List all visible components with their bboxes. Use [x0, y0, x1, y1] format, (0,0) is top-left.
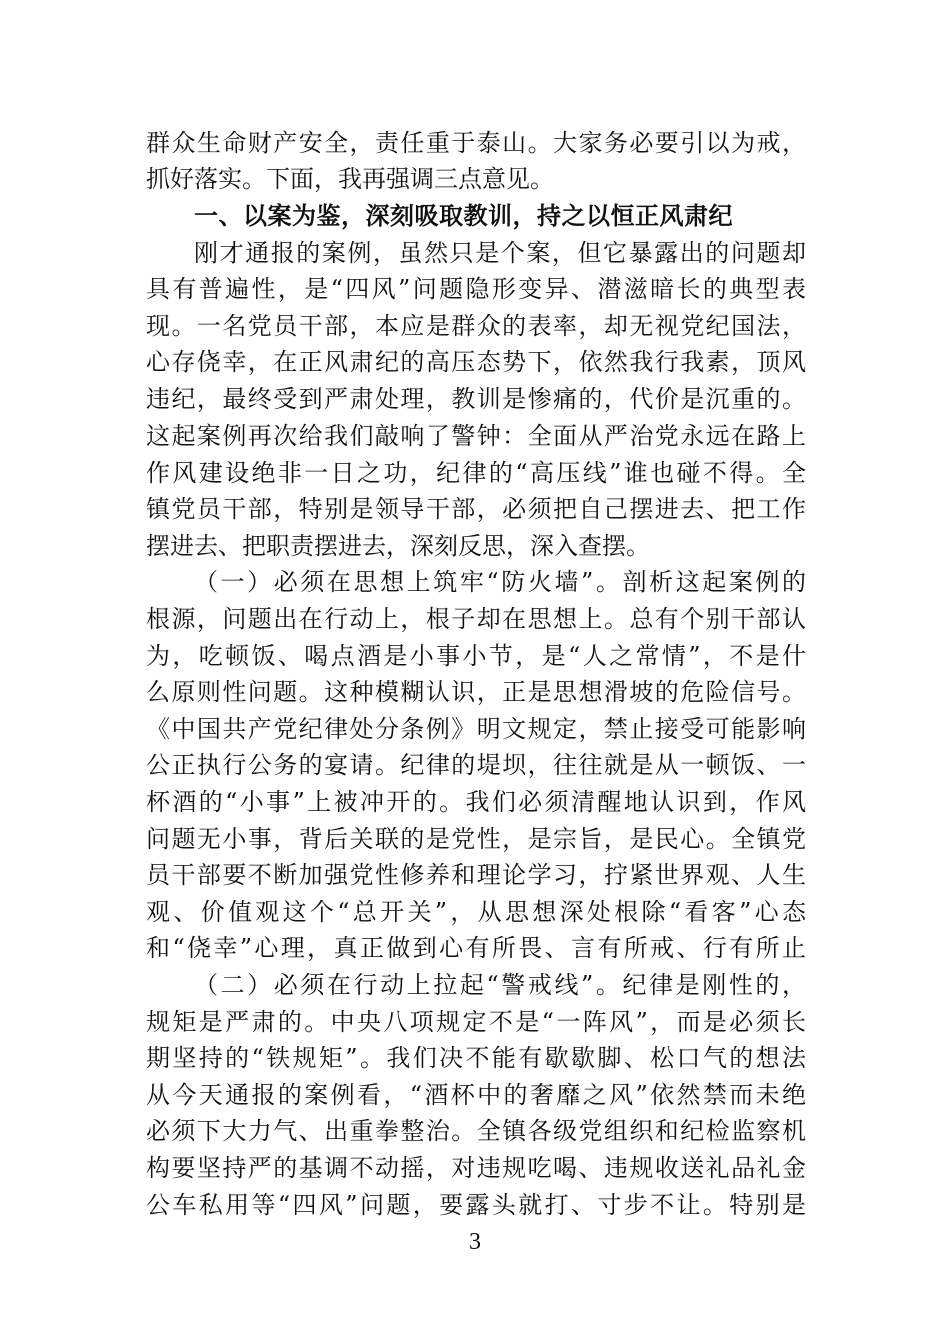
body-text-line: 杯酒的“小事”上被冲开的。我们必须清醒地认识到，作风 — [146, 788, 806, 816]
body-text-line: 违纪，最终受到严肃处理，教训是惨痛的，代价是沉重的。 — [146, 385, 806, 413]
body-text-line: 期坚持的“铁规矩”。我们决不能有歇歇脚、松口气的想法 — [146, 1044, 806, 1072]
body-text-line: 抓好落实。下面，我再强调三点意见。 — [146, 165, 554, 193]
body-text-line: 公车私用等“四风”问题，要露头就打、寸步不让。特别是 — [146, 1191, 806, 1219]
body-text-line: 这起案例再次给我们敲响了警钟：全面从严治党永远在路上 — [146, 422, 806, 450]
body-text-line: 群众生命财产安全，责任重于泰山。大家务必要引以为戒， — [146, 129, 806, 157]
section-heading: 一、以案为鉴，深刻吸取教训，持之以恒正风肃纪 — [194, 202, 733, 230]
body-text-line: 构要坚持严的基调不动摇，对违规吃喝、违规收送礼品礼金 — [146, 1154, 806, 1182]
body-text-line: 问题无小事，背后关联的是党性，是宗旨，是民心。全镇党 — [146, 825, 806, 853]
body-text-line: 具有普遍性，是“四风”问题隐形变异、潜滋暗长的典型表 — [146, 275, 806, 303]
body-text-line: 《中国共产党纪律处分条例》明文规定，禁止接受可能影响 — [146, 715, 806, 743]
body-text-line: 镇党员干部，特别是领导干部，必须把自己摆进去、把工作 — [146, 495, 806, 523]
body-text-line: 规矩是严肃的。中央八项规定不是“一阵风”，而是必须长 — [146, 1008, 806, 1036]
body-text-line: 员干部要不断加强党性修养和理论学习，拧紧世界观、人生 — [146, 861, 806, 889]
body-text-line: 刚才通报的案例，虽然只是个案，但它暴露出的问题却 — [194, 239, 806, 267]
body-text-line: 根源，问题出在行动上，根子却在思想上。总有个别干部认 — [146, 605, 806, 633]
body-text-line: 摆进去、把职责摆进去，深刻反思，深入查摆。 — [146, 532, 650, 560]
body-text-line: 观、价值观这个“总开关”，从思想深处根除“看客”心态 — [146, 898, 806, 926]
body-text-line: 必须下大力气、出重拳整治。全镇各级党组织和纪检监察机 — [146, 1117, 806, 1145]
body-text-line: 和“侥幸”心理，真正做到心有所畏、言有所戒、行有所止 — [146, 934, 806, 962]
body-text-line: 为，吃顿饭、喝点酒是小事小节，是“人之常情”，不是什 — [146, 642, 806, 670]
body-text-line: 作风建设绝非一日之功，纪律的“高压线”谁也碰不得。全 — [146, 459, 806, 487]
subsection-first-line: （二）必须在行动上拉起“警戒线”。纪律是刚性的， — [194, 971, 806, 999]
page-number: 3 — [469, 1229, 481, 1255]
subsection-first-line: （一）必须在思想上筑牢“防火墙”。剖析这起案例的 — [194, 568, 806, 596]
body-text-line: 么原则性问题。这种模糊认识，正是思想滑坡的危险信号。 — [146, 678, 806, 706]
body-text-line: 从今天通报的案例看，“酒杯中的奢靡之风”依然禁而未绝 — [146, 1081, 806, 1109]
body-text-line: 公正执行公务的宴请。纪律的堤坝，往往就是从一顿饭、一 — [146, 751, 806, 779]
body-text-line: 心存侥幸，在正风肃纪的高压态势下，依然我行我素，顶风 — [146, 348, 806, 376]
body-text-line: 现。一名党员干部，本应是群众的表率，却无视党纪国法， — [146, 312, 806, 340]
